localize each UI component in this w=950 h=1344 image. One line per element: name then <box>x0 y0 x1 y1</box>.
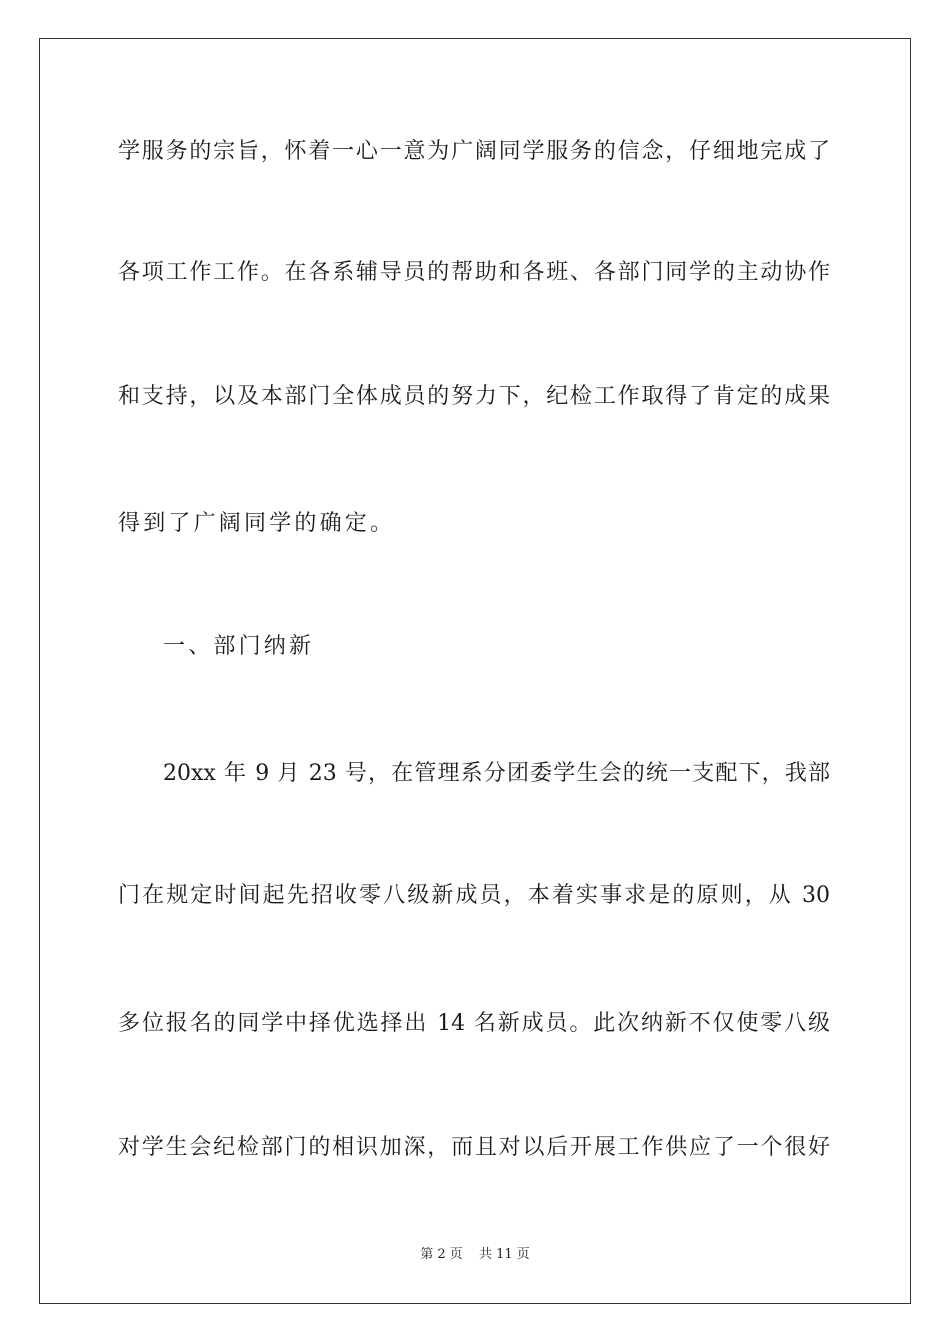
paragraph-line: 对学生会纪检部门的相识加深，而且对以后开展工作供应了一个很好 <box>118 1135 830 1160</box>
paragraph-line: 各项工作工作。在各系辅导员的帮助和各班、各部门同学的主动协作 <box>118 260 830 285</box>
page-number: 第 2 页 <box>420 1247 463 1262</box>
paragraph-line: 得到了广阔同学的确定。 <box>118 511 396 536</box>
section-heading: 一、部门纳新 <box>163 634 315 659</box>
page-footer <box>0 1246 950 1264</box>
paragraph-line: 20xx 年 9 月 23 号，在管理系分团委学生会的统一支配下，我部 <box>163 761 830 786</box>
paragraph-line: 和支持，以及本部门全体成员的努力下，纪检工作取得了肯定的成果 <box>118 384 830 409</box>
paragraph-line: 多位报名的同学中择优选择出 14 名新成员。此次纳新不仅使零八级 <box>118 1011 830 1036</box>
page-border <box>39 38 911 1304</box>
page-total: 共 11 页 <box>478 1247 530 1262</box>
paragraph-line: 门在规定时间起先招收零八级新成员，本着实事求是的原则，从 30 <box>118 883 830 908</box>
paragraph-line: 学服务的宗旨，怀着一心一意为广阔同学服务的信念，仔细地完成了 <box>118 139 830 164</box>
